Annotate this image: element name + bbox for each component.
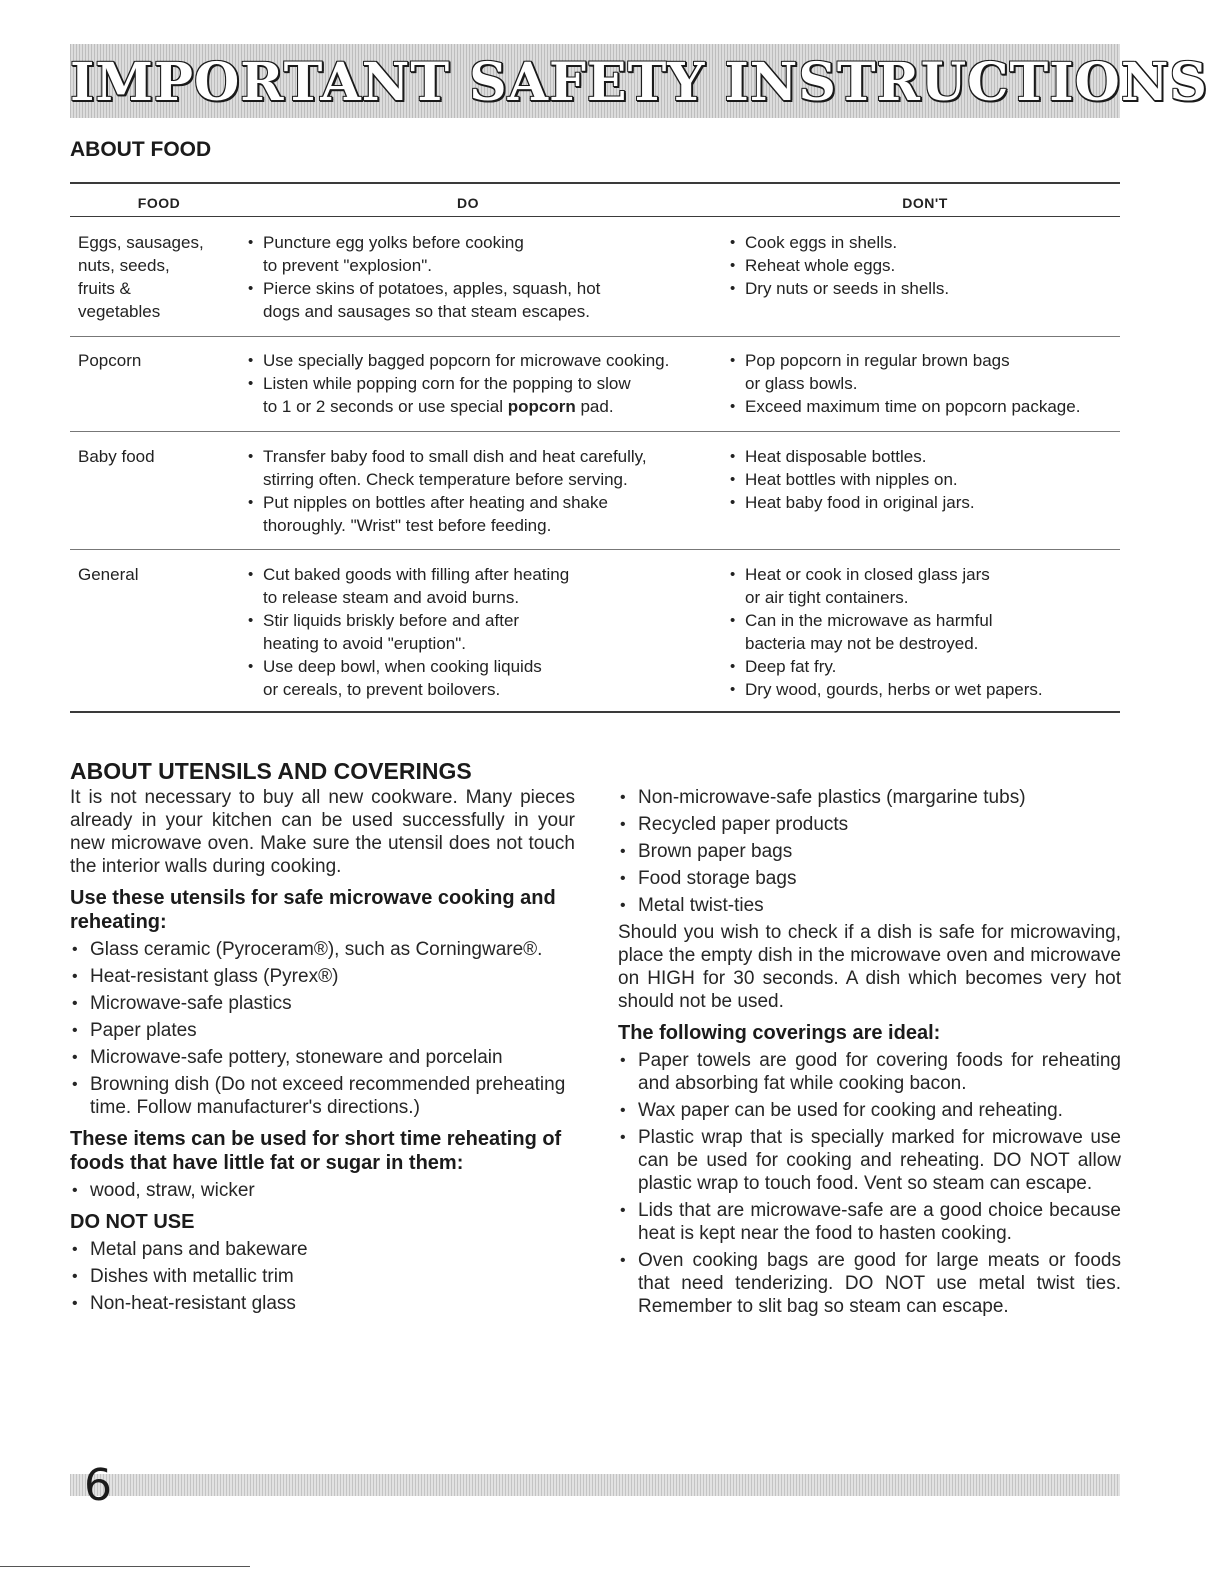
short-reheating-heading: These items can be used for short time reheating of foods that have little fat or sugar in them: [70, 1128, 562, 1174]
coverings-list [618, 1049, 1121, 1318]
list-item: • Reheat whole eggs. [730, 254, 1120, 277]
list-item: • Heat-resistant glass (Pyrex®) [70, 965, 575, 988]
list-item: • Listen while popping corn for the popping to slow to 1 or 2 seconds or use special popcorn pad. [248, 372, 718, 418]
dont-list-baby-food [730, 445, 1120, 514]
list-item: • Glass ceramic (Pyroceram®), such as Corningware®. [70, 938, 575, 961]
table-top-rule [70, 182, 1120, 184]
footer-band [70, 1474, 1120, 1496]
list-item: • Heat or cook in closed glass jars or air tight containers. [730, 563, 1120, 609]
list-item: • Non-microwave-safe plastics (margarine tubs) [618, 786, 1121, 809]
do-list-general [248, 563, 718, 701]
do-not-use-list [70, 1238, 575, 1315]
list-item: • Oven cooking bags are good for large meats or foods that need tenderizing. DO NOT use metal twist ties. Remember to slit bag so steam can escape. [618, 1249, 1121, 1318]
list-item: • Cut baked goods with filling after heating to release steam and avoid burns. [248, 563, 718, 609]
utensils-intro: It is not necessary to buy all new cookware. Many pieces already in your kitchen can be used successfully in your new microwave oven. Make sure the utensil does not touch the interior walls during cooking. [70, 787, 575, 877]
list-item: • Browning dish (Do not exceed recommended preheating time. Follow manufacturer's directions.) [70, 1073, 575, 1119]
table-bottom-rule [70, 711, 1120, 713]
list-item: • Brown paper bags [618, 840, 1121, 863]
safe-utensils-heading: Use these utensils for safe microwave cooking and reheating: [70, 887, 556, 933]
dont-list-general [730, 563, 1120, 701]
dont-list-eggs [730, 231, 1120, 300]
list-item: • Metal pans and bakeware [70, 1238, 575, 1261]
list-item: • Exceed maximum time on popcorn package. [730, 395, 1120, 418]
coverings-heading: The following coverings are ideal: [618, 1022, 941, 1044]
utensils-left-column [70, 758, 575, 1319]
list-item: • Can in the microwave as harmful bacteria may not be destroyed. [730, 609, 1120, 655]
food-cell-general: General [78, 565, 139, 584]
short-reheating-list [70, 1179, 575, 1202]
food-cell-eggs: Eggs, sausages, nuts, seeds, fruits & vegetables [78, 233, 204, 321]
list-item: • Use specially bagged popcorn for microwave cooking. [248, 349, 718, 372]
bottom-rule [0, 1566, 250, 1567]
column-header-do: DO [457, 195, 479, 211]
do-list-baby-food [248, 445, 718, 537]
safe-utensils-list [70, 938, 575, 1119]
do-not-use-list-continued [618, 786, 1121, 917]
list-item: • Food storage bags [618, 867, 1121, 890]
utensils-right-column [618, 786, 1121, 1322]
list-item: • Microwave-safe pottery, stoneware and porcelain [70, 1046, 575, 1069]
list-item: • Paper towels are good for covering foods for reheating and absorbing fat while cooking bacon. [618, 1049, 1121, 1095]
list-item: • Recycled paper products [618, 813, 1121, 836]
about-food-heading: ABOUT FOOD [70, 138, 212, 161]
list-item: • Microwave-safe plastics [70, 992, 575, 1015]
dish-check-text: Should you wish to check if a dish is safe for microwaving, place the empty dish in the microwave oven and microwave on HIGH for 30 seconds. A dish which becomes very hot should not be used. [618, 922, 1121, 1012]
list-item: • Non-heat-resistant glass [70, 1292, 575, 1315]
list-item: • Dry nuts or seeds in shells. [730, 277, 1120, 300]
header-rule [70, 216, 1120, 217]
do-not-use-heading: DO NOT USE [70, 1211, 195, 1233]
list-item: • Heat baby food in original jars. [730, 491, 1120, 514]
list-item: • Stir liquids briskly before and after heating to avoid "eruption". [248, 609, 718, 655]
list-item: • Deep fat fry. [730, 655, 1120, 678]
list-item: • Put nipples on bottles after heating and shake thoroughly. "Wrist" test before feeding. [248, 491, 718, 537]
row-rule [70, 431, 1120, 432]
list-item: • Dry wood, gourds, herbs or wet papers. [730, 678, 1120, 701]
list-item: • Pierce skins of potatoes, apples, squash, hot dogs and sausages so that steam escapes. [248, 277, 718, 323]
list-item: • wood, straw, wicker [70, 1179, 575, 1202]
list-item: • Cook eggs in shells. [730, 231, 1120, 254]
column-header-dont: DON'T [902, 195, 948, 211]
row-rule [70, 336, 1120, 337]
food-cell-popcorn: Popcorn [78, 351, 142, 370]
list-item: • Wax paper can be used for cooking and reheating. [618, 1099, 1121, 1122]
do-list-popcorn [248, 349, 718, 418]
list-item: • Dishes with metallic trim [70, 1265, 575, 1288]
list-item: • Paper plates [70, 1019, 575, 1042]
list-item: • Lids that are microwave-safe are a good choice because heat is kept near the food to hasten cooking. [618, 1199, 1121, 1245]
list-item: • Plastic wrap that is specially marked for microwave use can be used for cooking and reheating. DO NOT allow plastic wrap to touch food. Vent so steam can escape. [618, 1126, 1121, 1195]
list-item: • Metal twist-ties [618, 894, 1121, 917]
dont-list-popcorn [730, 349, 1120, 418]
list-item: • Use deep bowl, when cooking liquids or cereals, to prevent boilovers. [248, 655, 718, 701]
page-number: 6 [84, 1460, 112, 1511]
list-item: • Transfer baby food to small dish and heat carefully, stirring often. Check temperature before serving. [248, 445, 718, 491]
page-title: IMPORTANT SAFETY INSTRUCTIONS [70, 52, 1208, 113]
list-item: • Pop popcorn in regular brown bags or glass bowls. [730, 349, 1120, 395]
list-item: • Heat disposable bottles. [730, 445, 1120, 468]
list-item: • Puncture egg yolks before cooking to prevent "explosion". [248, 231, 718, 277]
food-cell-baby-food: Baby food [78, 447, 155, 466]
column-header-food: FOOD [137, 195, 181, 211]
utensils-heading: ABOUT UTENSILS AND COVERINGS [70, 758, 472, 784]
list-item: • Heat bottles with nipples on. [730, 468, 1120, 491]
row-rule [70, 549, 1120, 550]
do-list-eggs [248, 231, 718, 323]
